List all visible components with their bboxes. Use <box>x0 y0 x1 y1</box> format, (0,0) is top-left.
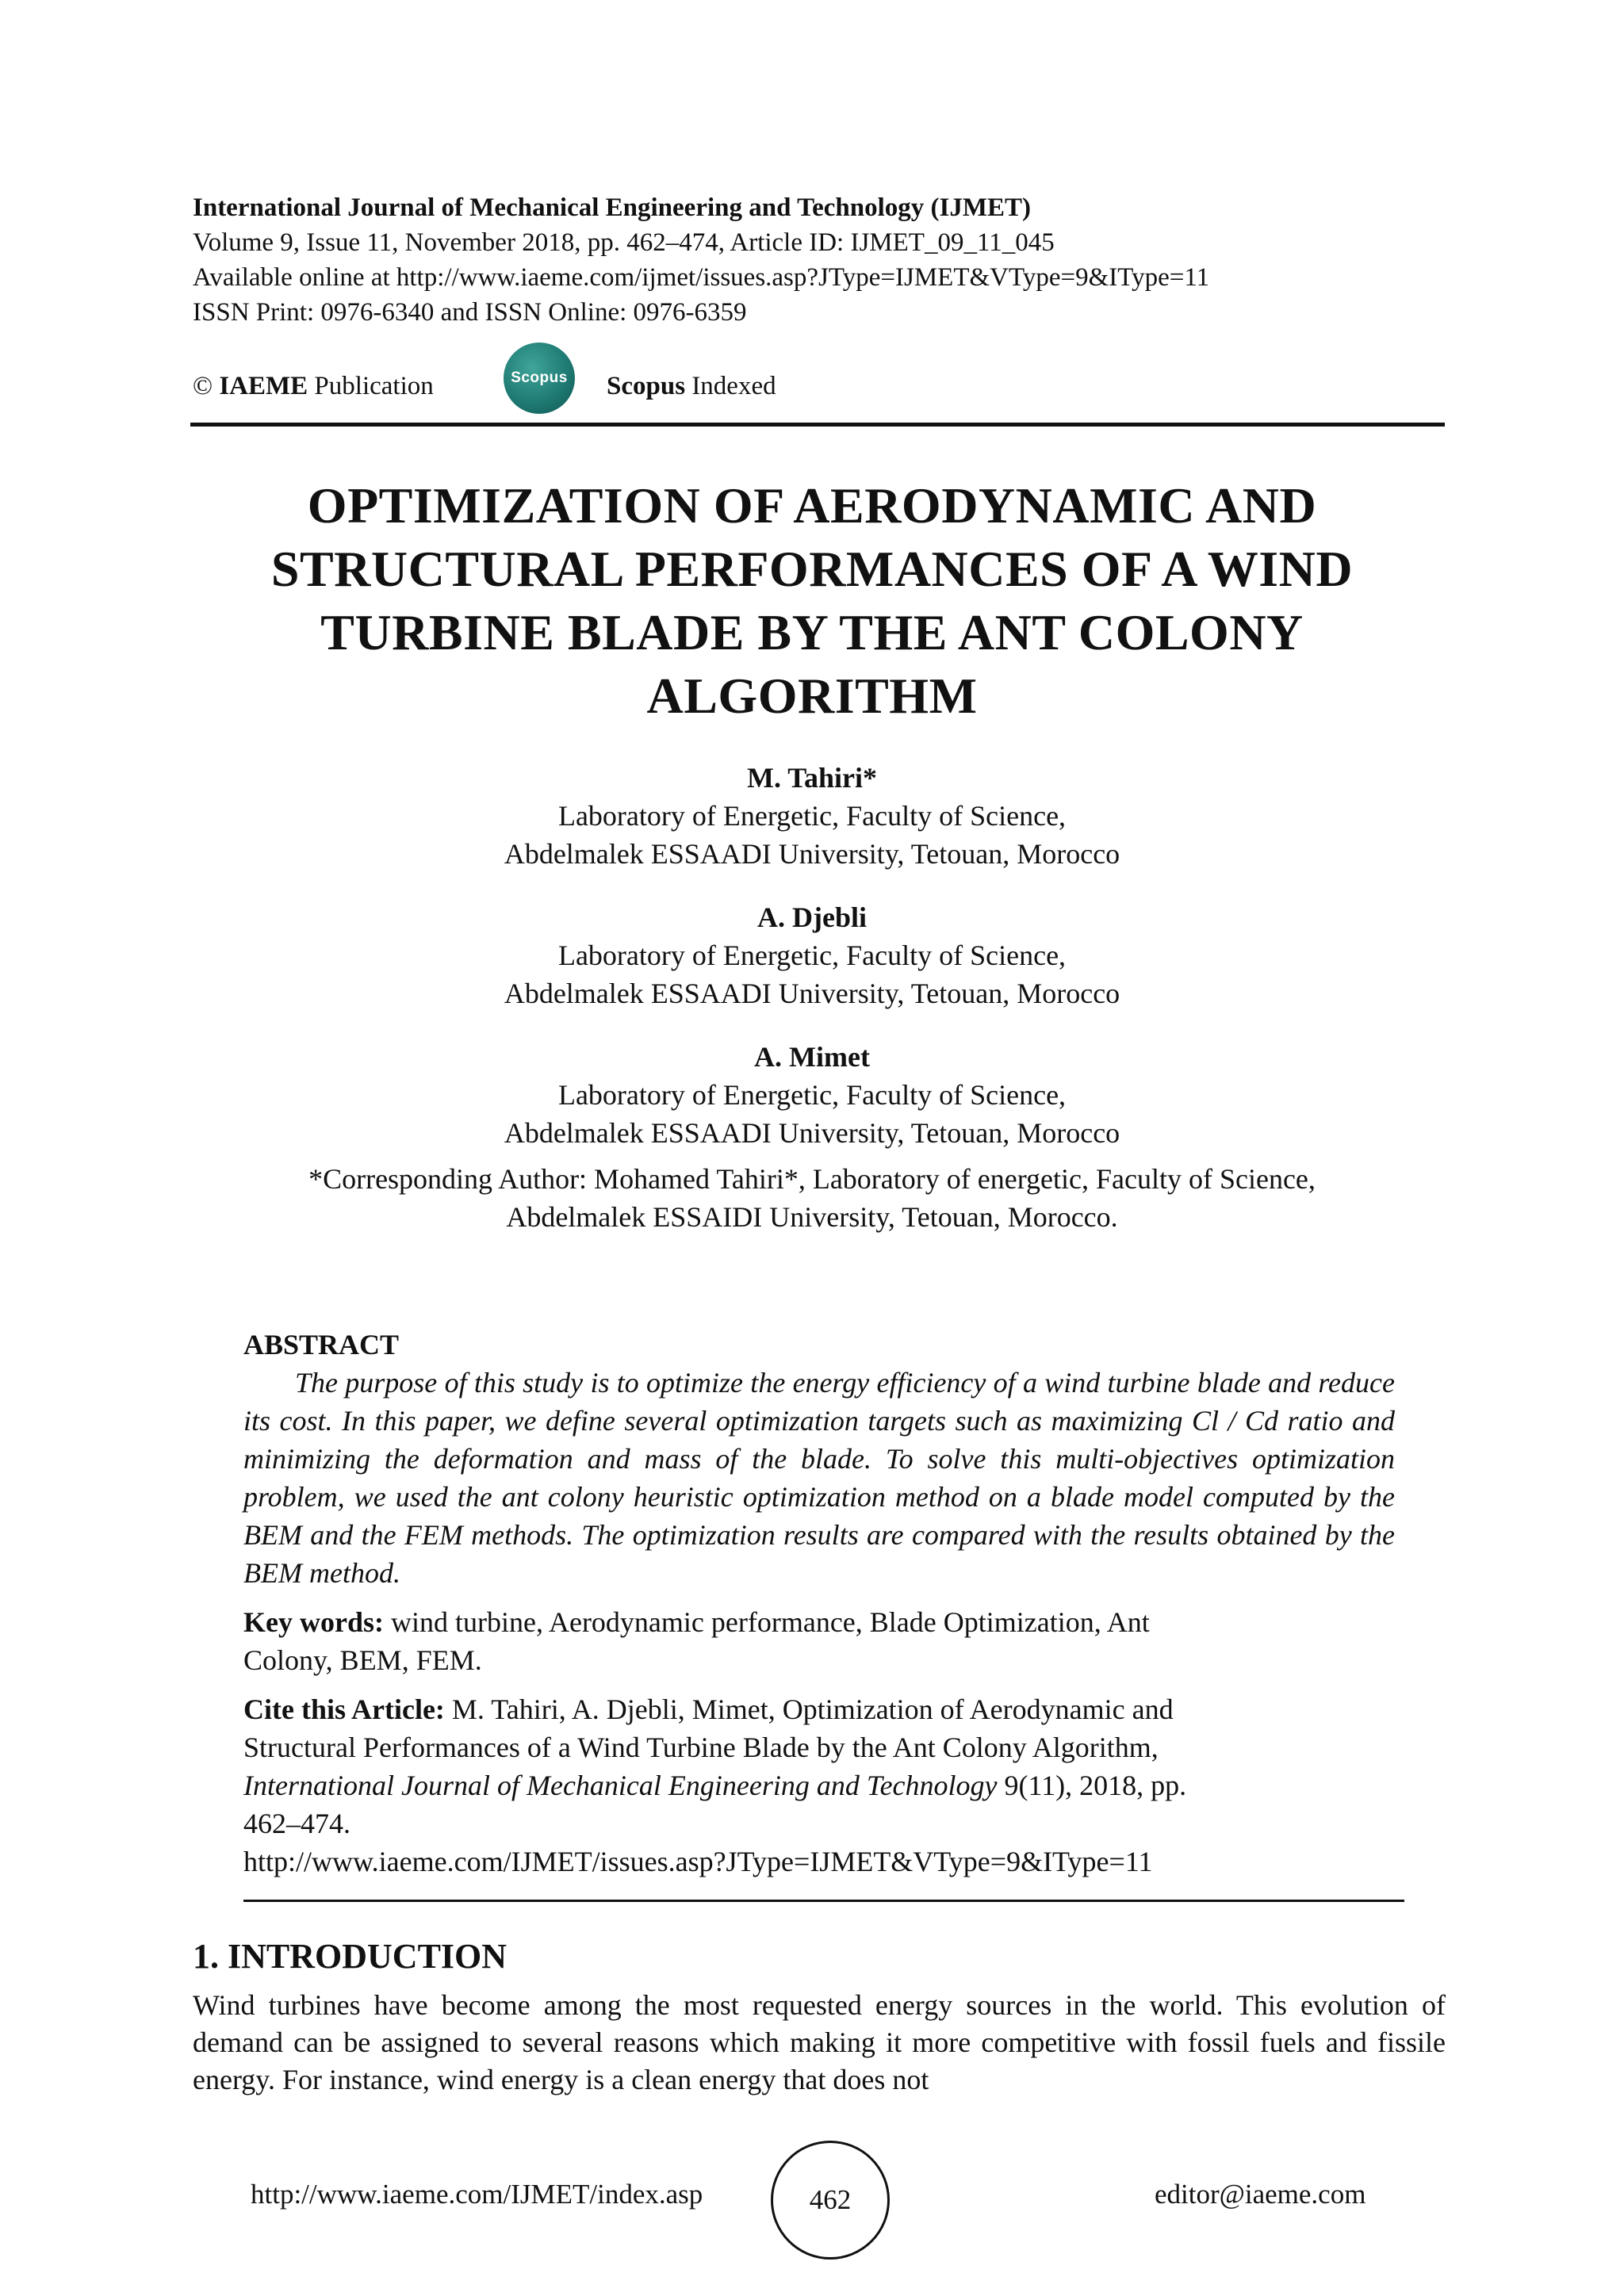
author-entry <box>178 1038 1446 1152</box>
author-name: M. Tahiri* <box>746 762 878 794</box>
abstract-divider <box>243 1900 1404 1902</box>
author-affiliation: Laboratory of Energetic, Faculty of Science, <box>557 800 1067 832</box>
scopus-logo-text: Scopus <box>511 369 568 386</box>
cite-url-link[interactable]: http://www.iaeme.com/IJMET/issues.asp?JType=IJMET&VType=9&IType=11 <box>243 1846 1153 1877</box>
page-footer <box>0 2141 1624 2252</box>
corresponding-line: *Corresponding Author: Mohamed Tahiri*, Laboratory of energetic, Faculty of Science, <box>308 1163 1316 1195</box>
cite-issue: 9(11), 2018, pp. <box>1004 1770 1187 1801</box>
author-name: A. Djebli <box>757 901 867 933</box>
scopus-logo <box>504 342 575 414</box>
author-entry <box>178 898 1446 1012</box>
citation <box>243 1690 1395 1881</box>
author-affiliation: Abdelmalek ESSAADI University, Tetouan, Morocco <box>504 1117 1120 1149</box>
paper-title <box>159 474 1465 728</box>
issn-line: ISSN Print: 0976-6340 and ISSN Online: 0976-6359 <box>193 298 747 327</box>
cite-title: Structural Performances of a Wind Turbine Blade by the Ant Colony Algorithm, <box>243 1732 1159 1763</box>
author-block <box>178 759 1446 1236</box>
journal-name: International Journal of Mechanical Engineering and Technology (IJMET) <box>193 193 1031 222</box>
title-line: ALGORITHM <box>646 668 978 724</box>
corresponding-author <box>178 1160 1446 1236</box>
author-affiliation: Abdelmalek ESSAADI University, Tetouan, Morocco <box>504 838 1120 870</box>
keywords-line: wind turbine, Aerodynamic performance, Blade Optimization, Ant <box>390 1606 1150 1638</box>
indexed-word: Indexed <box>691 372 776 400</box>
page-number-badge <box>771 2141 890 2260</box>
corresponding-line: Abdelmalek ESSAIDI University, Tetouan, Morocco. <box>506 1201 1118 1233</box>
volume-line: Volume 9, Issue 11, November 2018, pp. 462–474, Article ID: IJMET_09_11_045 <box>193 228 1055 257</box>
publication-row <box>193 366 1446 422</box>
available-online-line: Available online at http://www.iaeme.com/ijmet/issues.asp?JType=IJMET&VType=9&IType=11 <box>193 263 1210 292</box>
journal-header <box>193 190 1209 330</box>
author-name: A. Mimet <box>754 1041 870 1073</box>
cite-label: Cite this Article: <box>243 1693 445 1725</box>
cite-authors: M. Tahiri, A. Djebli, Mimet, Optimization of Aerodynamic and <box>451 1693 1174 1725</box>
abstract-section <box>243 1326 1395 1881</box>
header-divider <box>190 423 1445 427</box>
introduction-heading: 1. INTRODUCTION <box>193 1937 508 1976</box>
publisher-name: IAEME <box>219 372 308 400</box>
author-affiliation: Laboratory of Energetic, Faculty of Science, <box>557 1079 1067 1111</box>
keywords-label: Key words: <box>243 1606 384 1638</box>
cite-journal: International Journal of Mechanical Engineering and Technology <box>243 1770 998 1801</box>
publisher-credit <box>193 372 434 401</box>
abstract-text: The purpose of this study is to optimize the energy efficiency of a wind turbine blade and reduce its cost. In this paper, we define several optimization targets such as maximizing Cl / Cd ratio and minimizing the deformation and mass of the blade. To solve this multi-objectives optimization problem, we used the ant colony heuristic optimization method on a blade model computed by the BEM and the FEM methods. The optimization results are compared with the results obtained by the BEM method. <box>243 1367 1395 1589</box>
keywords-line: Colony, BEM, FEM. <box>243 1644 482 1676</box>
scopus-word: Scopus <box>607 372 686 400</box>
publication-word: Publication <box>314 372 434 400</box>
author-entry <box>178 759 1446 873</box>
author-affiliation: Laboratory of Energetic, Faculty of Science, <box>557 939 1067 971</box>
scopus-indexed <box>607 372 776 401</box>
author-affiliation: Abdelmalek ESSAADI University, Tetouan, Morocco <box>504 978 1120 1009</box>
introduction-text: Wind turbines have become among the most requested energy sources in the world. This evolution of demand can be assigned to several reasons which making it more competitive with fossil fuels and fissile energy. For instance, wind energy is a clean energy that does not <box>193 1989 1446 2095</box>
title-line: TURBINE BLADE BY THE ANT COLONY <box>320 604 1304 660</box>
title-line: STRUCTURAL PERFORMANCES OF A WIND <box>270 541 1354 597</box>
footer-email-link[interactable]: editor@iaeme.com <box>1155 2179 1366 2210</box>
title-line: OPTIMIZATION OF AERODYNAMIC AND <box>307 477 1317 534</box>
page-number: 462 <box>809 2184 852 2215</box>
abstract-heading: ABSTRACT <box>243 1329 400 1360</box>
copyright-symbol: © <box>193 372 213 400</box>
cite-pages: 462–474. <box>243 1808 350 1839</box>
footer-url-link[interactable]: http://www.iaeme.com/IJMET/index.asp <box>251 2179 703 2210</box>
keywords <box>243 1603 1395 1679</box>
